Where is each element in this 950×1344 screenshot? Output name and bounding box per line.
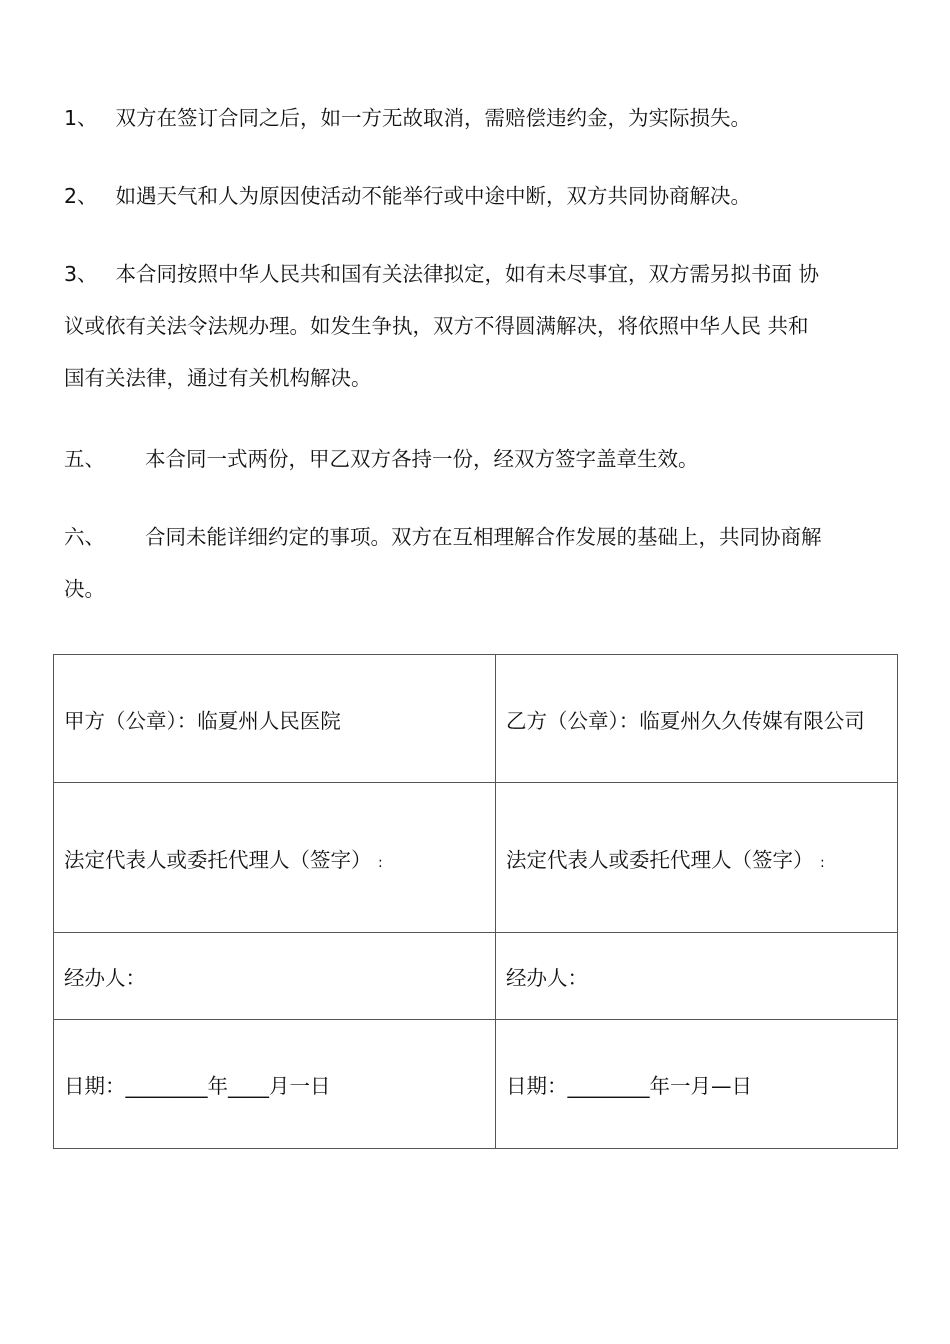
clause-number: 1、 bbox=[64, 106, 98, 130]
clause-text: 本合同按照中华人民共和国有关法律拟定，如有未尽事宜，双方需另拟书面 协 bbox=[115, 262, 820, 286]
rep-a-label: 法定代表人或委托代理人（签字） bbox=[64, 847, 372, 872]
signature-table bbox=[53, 654, 898, 1149]
section-number: 五、 bbox=[64, 447, 105, 471]
section-text: 本合同一式两份，甲乙双方各持一份，经双方签字盖章生效。 bbox=[145, 447, 699, 471]
handler-a-cell bbox=[54, 933, 496, 1020]
clause-text: 议或依有关法令法规办理。如发生争执，双方不得圆满解决，将依照中华人民 共和 bbox=[64, 314, 809, 338]
section-six-line-2 bbox=[64, 576, 904, 602]
section-number: 六、 bbox=[64, 525, 105, 549]
clause-1 bbox=[64, 105, 904, 131]
handler-a-label: 经办人： bbox=[64, 966, 146, 990]
date-a-label: 日期：________年____月一日 bbox=[64, 1074, 331, 1098]
party-b-cell bbox=[496, 655, 898, 783]
rep-b-label: 法定代表人或委托代理人（签字） bbox=[506, 847, 814, 872]
handler-b-label: 经办人： bbox=[506, 966, 588, 990]
clause-2 bbox=[64, 183, 904, 209]
party-a-cell bbox=[54, 655, 496, 783]
clause-3-line-1 bbox=[64, 261, 904, 287]
table-row bbox=[54, 933, 898, 1020]
table-row bbox=[54, 783, 898, 933]
date-b-label: 日期：________年一月—日 bbox=[506, 1074, 752, 1098]
clause-number: 3、 bbox=[64, 262, 98, 286]
table-row bbox=[54, 655, 898, 783]
rep-a-cell bbox=[54, 783, 496, 933]
handler-b-cell bbox=[496, 933, 898, 1020]
rep-b-cell bbox=[496, 783, 898, 933]
clause-3-line-3 bbox=[64, 365, 904, 391]
clause-text: 如遇天气和人为原因使活动不能举行或中途中断，双方共同协商解决。 bbox=[115, 184, 752, 208]
clause-number: 2、 bbox=[64, 184, 98, 208]
party-a-label: 甲方（公章）：临夏州人民医院 bbox=[64, 708, 341, 733]
rep-b-colon: : bbox=[820, 854, 825, 871]
rep-a-colon: : bbox=[378, 854, 383, 871]
section-text: 合同未能详细约定的事项。双方在互相理解合作发展的基础上，共同协商解 bbox=[145, 525, 822, 549]
section-six-line-1 bbox=[64, 524, 904, 550]
clause-3-line-2 bbox=[64, 313, 904, 339]
date-b-cell bbox=[496, 1020, 898, 1149]
party-b-label: 乙方（公章）：临夏州久久传媒有限公司 bbox=[506, 708, 865, 733]
clause-text: 双方在签订合同之后，如一方无故取消，需赔偿违约金，为实际损失。 bbox=[115, 106, 752, 130]
date-a-cell bbox=[54, 1020, 496, 1149]
table-row bbox=[54, 1020, 898, 1149]
section-text: 决。 bbox=[64, 577, 105, 601]
section-five bbox=[64, 446, 904, 472]
clause-text: 国有关法律，通过有关机构解决。 bbox=[64, 366, 372, 390]
